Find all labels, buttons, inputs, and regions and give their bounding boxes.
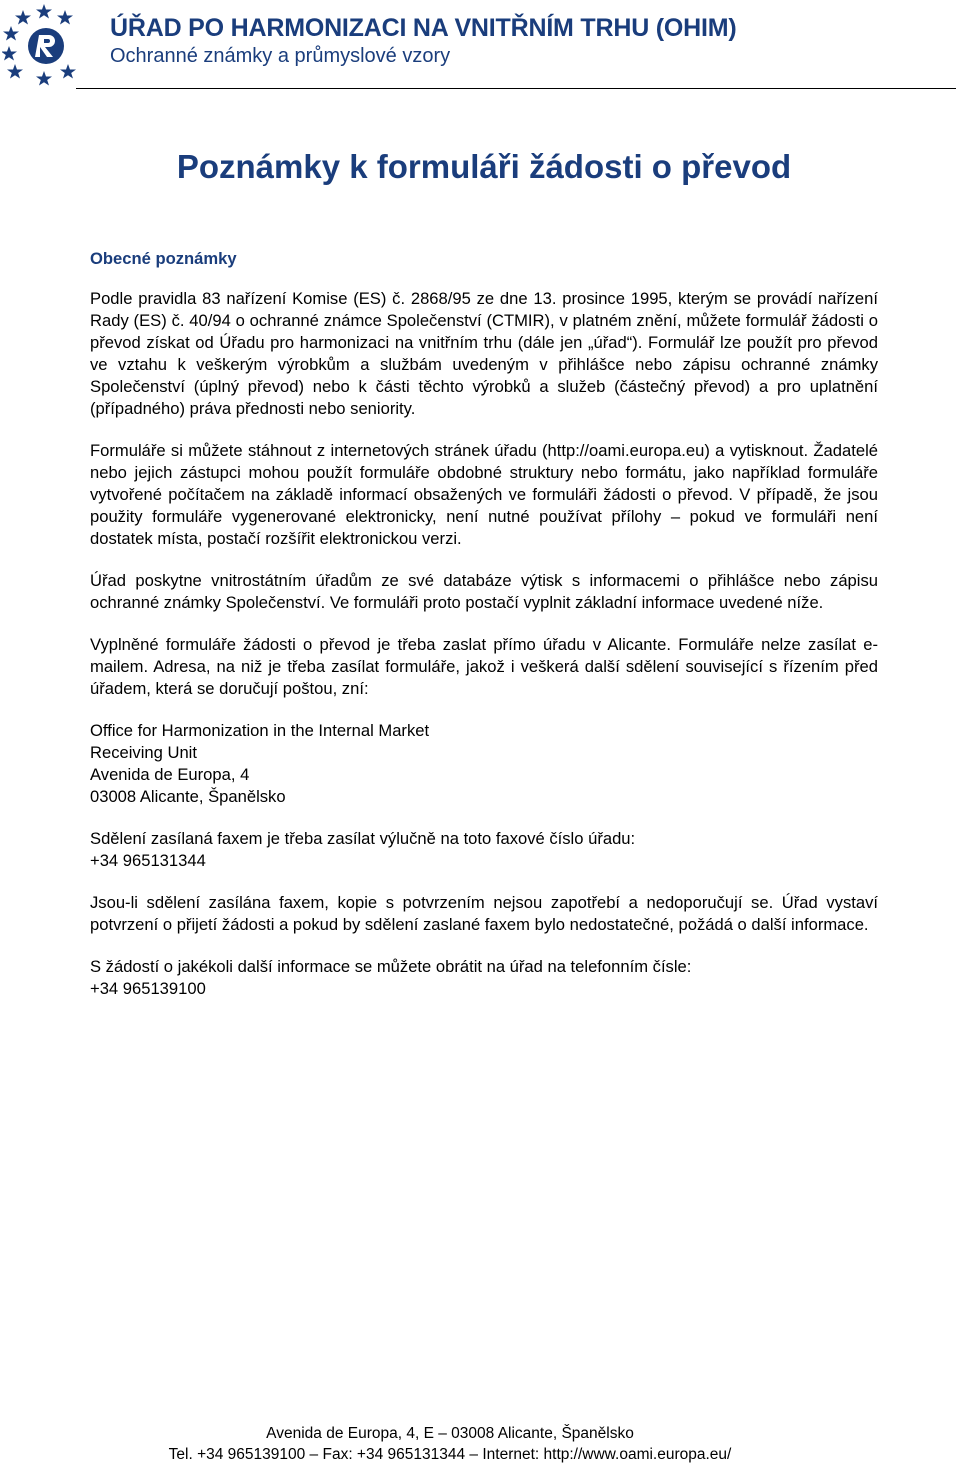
star-icon [60, 64, 76, 79]
star-icon [36, 4, 52, 19]
star-icon [57, 10, 73, 25]
ohim-logo [2, 2, 78, 88]
paragraph: Podle pravidla 83 nařízení Komise (ES) č. 2868/95 ze dne 13. prosince 1995, kterým se provádí nařízení Rady (ES) č. 40/94 o ochranné známce Společenství (CTMIR), v platném znění, můžete formulář žádosti o převod získat od Úřadu pro harmonizaci na vnitřním trhu (dále jen „úřad“). Formulář lze použít pro převod ve vztahu k veškerým výrobkům a službám uvedeným v přihlášce nebo zápisu ochranné známky Společenství (úplný převod) nebo k části těchto výrobků a služeb (částečný převod) a pro uplatnění (případného) práva přednosti nebo seniority. [90, 289, 878, 418]
phone-note: S žádostí o jakékoli další informace se můžete obrátit na úřad na telefonním čísle: [90, 957, 692, 976]
org-subtitle: Ochranné známky a průmyslové vzory [110, 45, 451, 67]
address-line: Avenida de Europa, 4 [90, 765, 250, 784]
fax-number: +34 965131344 [90, 851, 206, 870]
footer-contacts: Tel. +34 965139100 – Fax: +34 965131344 – Internet: http://www.oami.europa.eu/ [168, 1446, 732, 1463]
document-body [90, 248, 878, 1020]
star-icon [2, 46, 17, 61]
paragraph: Úřad poskytne vnitrostátním úřadům ze své databáze výtisk s informacemi o přihlášce nebo zápisu ochranné známky Společenství. Ve formuláři proto postačí vyplnit základní informace uvedené níže. [90, 571, 878, 612]
postal-address [90, 720, 878, 808]
phone-number: +34 965139100 [90, 979, 206, 998]
header-divider [76, 88, 956, 89]
page-title: Poznámky k formuláři žádosti o převod [176, 148, 792, 185]
address-line: Receiving Unit [90, 743, 197, 762]
star-icon [7, 64, 23, 79]
paragraph: Vyplněné formuláře žádosti o převod je třeba zaslat přímo úřadu v Alicante. Formuláře nelze zasílat e-mailem. Adresa, na niž je třeba zasílat formuláře, jakož i veškerá další sdělení související s řízením před úřadem, která se doručují poštou, zní: [90, 635, 878, 698]
fax-block [90, 828, 878, 872]
section-heading: Obecné poznámky [90, 249, 237, 268]
phone-block [90, 956, 878, 1000]
paragraph: Formuláře si můžete stáhnout z internetových stránek úřadu (http://oami.europa.eu) a vytisknout. Žadatelé nebo jejich zástupci mohou použít formuláře obdobné struktury nebo formátu, jako například formuláře vytvořené počítačem na základě informací obsažených ve formuláři žádosti o převod. V případě, že jsou použity formuláře vygenerované elektronicky, není nutné používat přílohy – pokud ve formuláři není dostatek místa, postačí rozšířit elektronickou verzi. [90, 441, 878, 548]
fax-note: Sdělení zasílaná faxem je třeba zasílat výlučně na toto faxové číslo úřadu: [90, 829, 636, 848]
address-line: 03008 Alicante, Španělsko [90, 787, 286, 806]
org-title: ÚŘAD PO HARMONIZACI NA VNITŘNÍM TRHU (OHIM) [110, 14, 737, 42]
address-line: Office for Harmonization in the Internal Market [90, 721, 430, 740]
star-icon [36, 71, 52, 86]
star-icon [3, 26, 19, 41]
paragraph: Jsou-li sdělení zasílána faxem, kopie s potvrzením nejsou zapotřebí a nedoporučují se. Úřad vystaví potvrzení o přijetí žádosti a pokud by sdělení zaslané faxem bylo nedostatečné, požádá o další informace. [90, 893, 878, 934]
footer-address: Avenida de Europa, 4, E – 03008 Alicante, Španělsko [266, 1425, 634, 1442]
star-icon [15, 10, 31, 25]
